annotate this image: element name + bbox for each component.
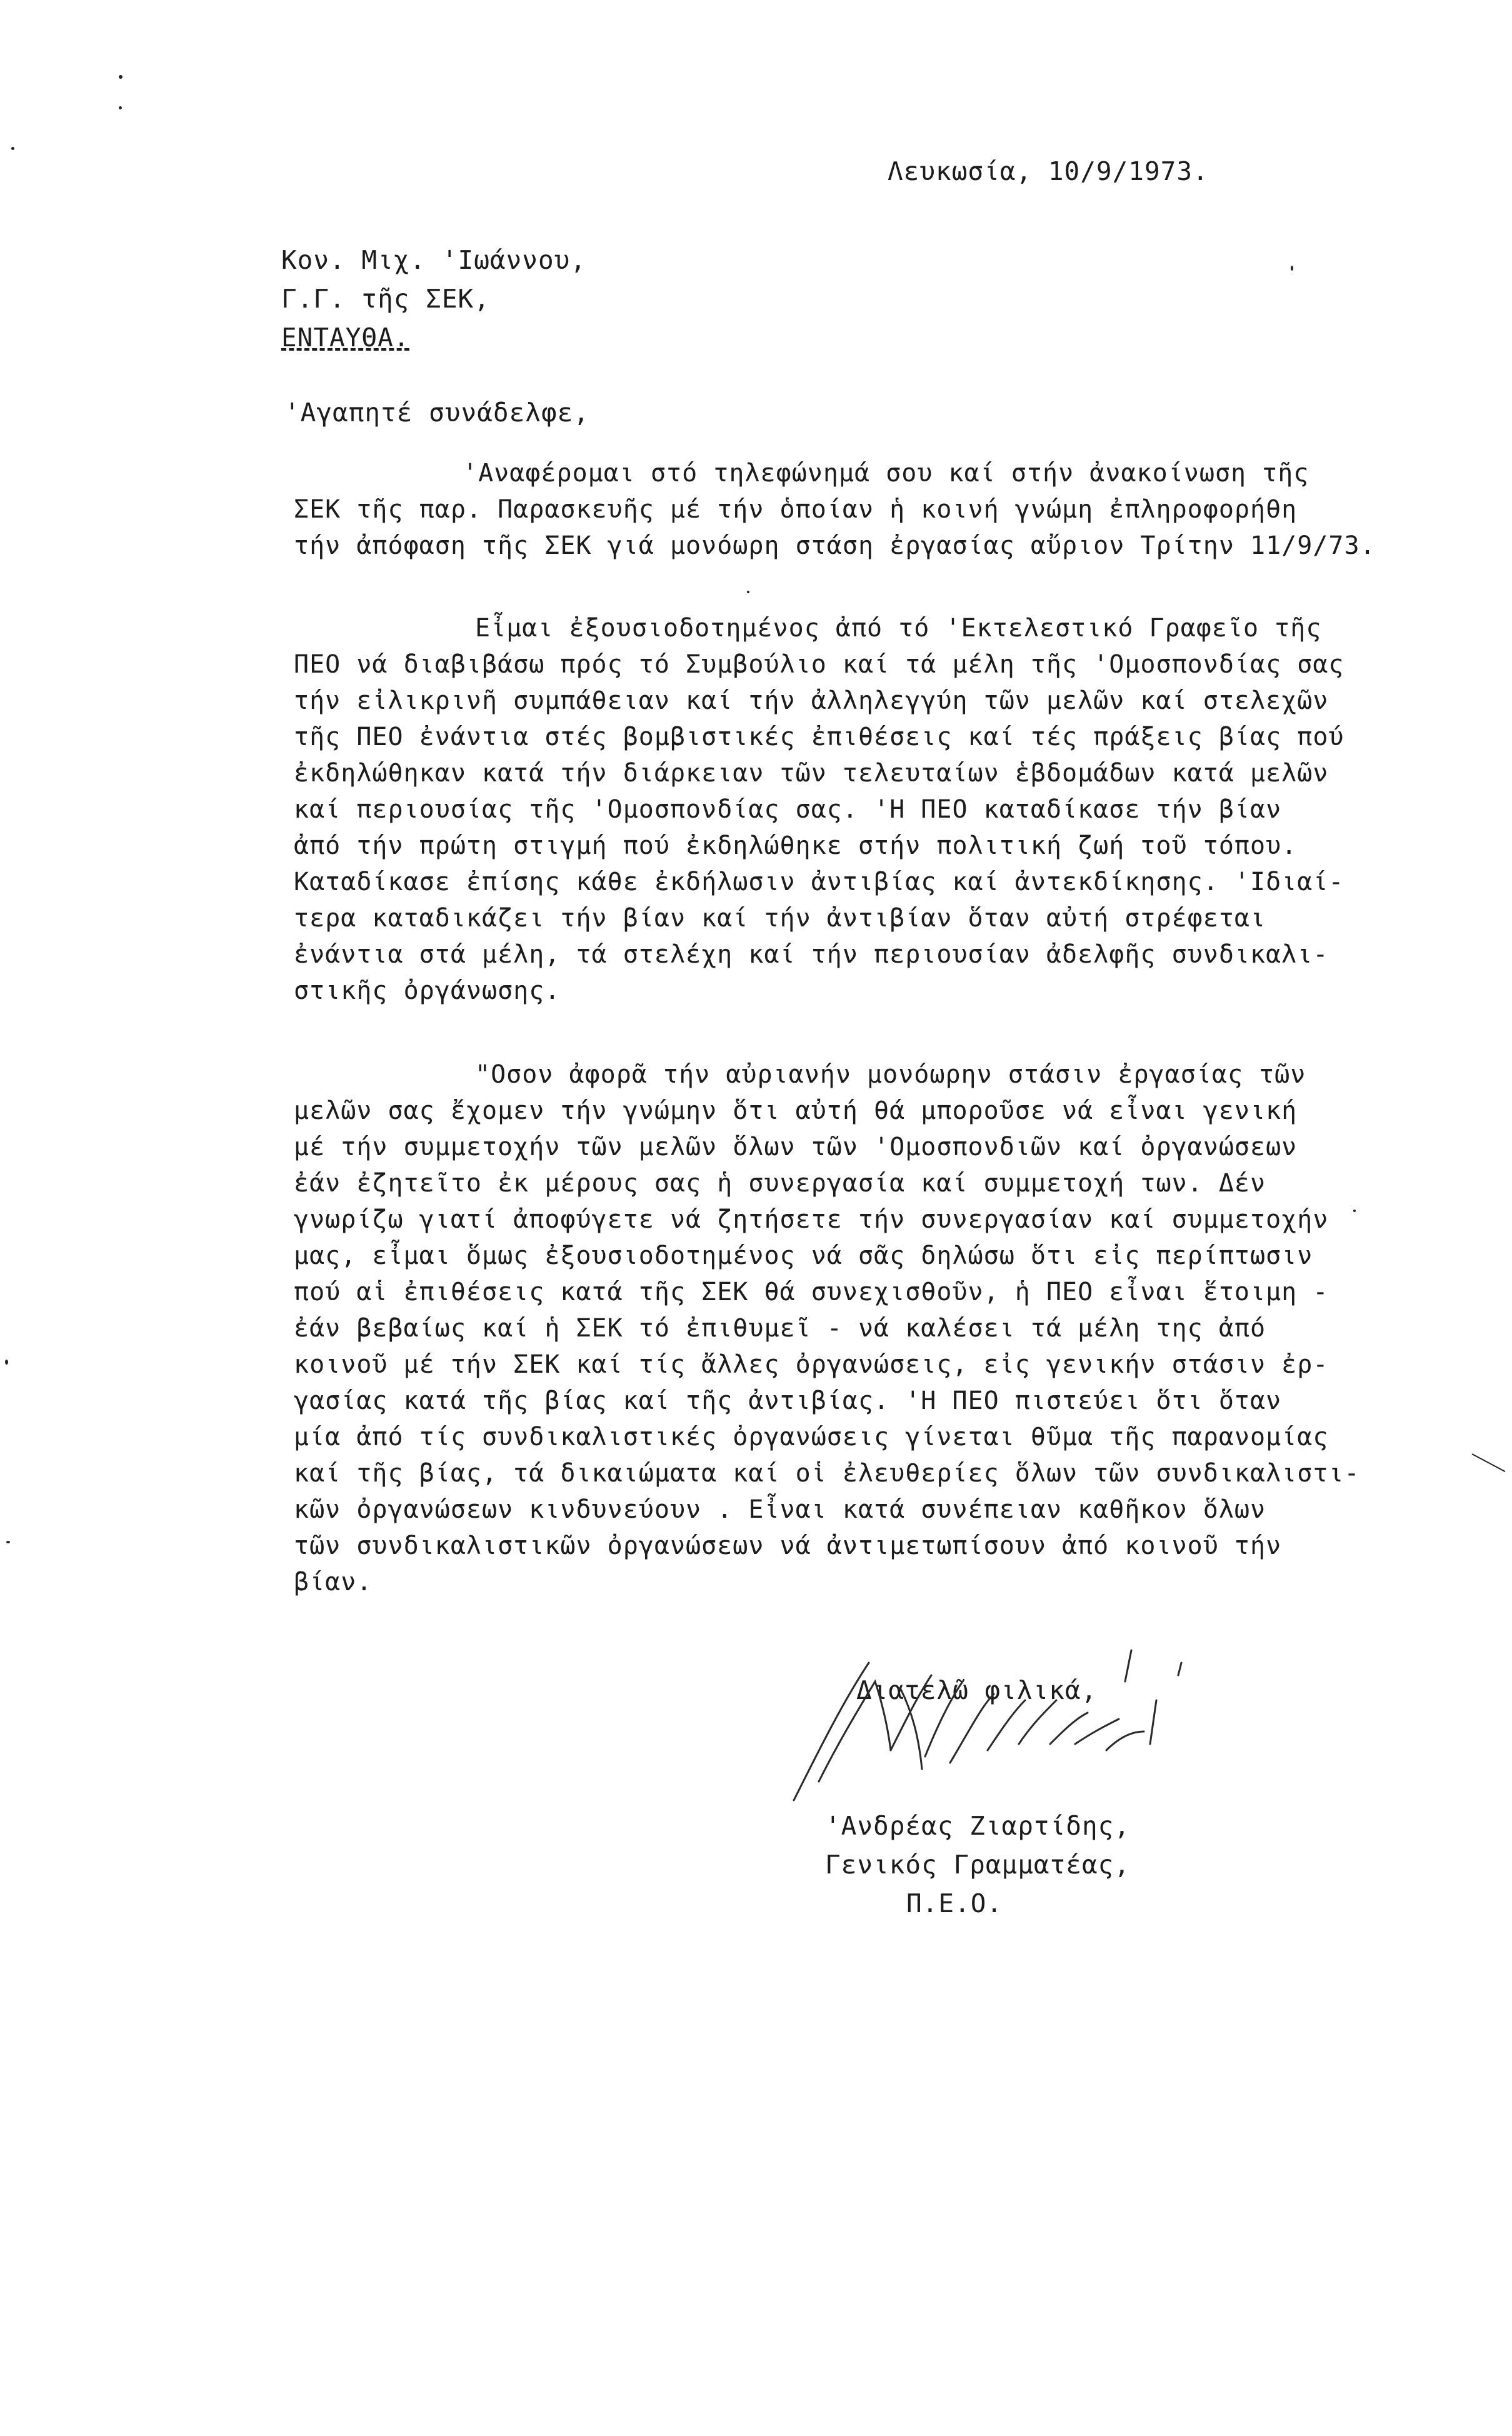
paragraph-line: "Οσον ἀφορᾶ τήν αὐριανήν μονόωρην στάσιν ἐργασίας τῶν (475, 1060, 1306, 1089)
scan-speck (747, 591, 749, 593)
paragraph-line: ἐκδηλώθηκαν κατά τήν διάρκειαν τῶν τελευταίων ἑβδομάδων κατά μελῶν (294, 759, 1329, 788)
letter-date: Λευκωσία, 10/9/1973. (888, 156, 1209, 186)
paragraph-line: Καταδίκασε ἐπίσης κάθε ἐκδήλωσιν ἀντιβίας καί ἀντεκδίκησης. 'Ιδιαί- (294, 868, 1344, 896)
scan-edge-mark (1472, 1453, 1506, 1472)
paragraph-line: κῶν ὀργανώσεων κινδυνεύουν . Εἶναι κατά συνέπειαν καθῆκον ὅλων (294, 1495, 1266, 1524)
paragraph-line: ΠΕΟ νά διαβιβάσω πρός τό Συμβούλιο καί τά μέλη τῆς 'Ομοσπονδίας σας (294, 650, 1344, 679)
scan-speck (11, 147, 14, 150)
paragraph-line: Εἶμαι ἐξουσιοδοτημένος ἀπό τό 'Εκτελεστικό Γραφεῖο τῆς (475, 614, 1322, 643)
paragraph-line: μέ τήν συμμετοχήν τῶν μελῶν ὅλων τῶν 'Ομοσπονδιῶν καί ὀργανώσεων (294, 1133, 1298, 1161)
recipient-name: Κον. Μιχ. 'Ιωάννου, (281, 245, 586, 275)
recipient-location: ΕΝΤΑΥΘΑ. (281, 323, 410, 353)
scan-speck (119, 75, 123, 79)
paragraph-line: ΣΕΚ τῆς παρ. Παρασκευῆς μέ τήν ὁποίαν ἡ κοινή γνώμη ἐπληροφορήθη (294, 495, 1298, 524)
paragraph-line: τερα καταδικάζει τήν βίαν καί τήν ἀντιβίαν ὅταν αὐτή στρέφεται (294, 904, 1266, 933)
paragraph-line: γασίας κατά τῆς βίας καί τῆς ἀντιβίας. 'Η ΠΕΟ πιστεύει ὅτι ὅταν (294, 1386, 1282, 1415)
signatory-block (825, 1807, 1130, 1923)
paragraph-line: ἐνάντια στά μέλη, τά στελέχη καί τήν περιουσίαν ἀδελφῆς συνδικαλι- (294, 940, 1329, 969)
handwritten-signature (781, 1625, 1219, 1813)
scan-speck (1353, 1210, 1356, 1212)
signatory-title: Γενικός Γραμματέας, (825, 1850, 1130, 1880)
paragraph-3 (294, 1056, 1369, 1600)
signatory-organization: Π.Ε.Ο. (906, 1888, 1003, 1918)
scan-speck (6, 1541, 10, 1543)
paragraph-1 (294, 455, 1376, 564)
scan-speck (119, 106, 122, 109)
closing: Διατελῶ φιλικά, (856, 1675, 1098, 1705)
paragraph-line: πού αἱ ἐπιθέσεις κατά τῆς ΣΕΚ θά συνεχισθοῦν, ἡ ΠΕΟ εἶναι ἕτοιμη - (294, 1278, 1329, 1306)
paragraph-line: μελῶν σας ἔχομεν τήν γνώμην ὅτι αὐτή θά μποροῦσε νά εἶναι γενική (294, 1096, 1298, 1125)
paragraph-line: ἐάν βεβαίως καί ἡ ΣΕΚ τό ἐπιθυμεῖ - νά καλέσει τά μέλη της ἀπό (294, 1314, 1266, 1343)
paragraph-line: τῶν συνδικαλιστικῶν ὀργανώσεων νά ἀντιμετωπίσουν ἀπό κοινοῦ τήν (294, 1531, 1282, 1560)
recipient-block (281, 241, 586, 357)
paragraph-line: μας, εἶμαι ὅμως ἐξουσιοδοτημένος νά σᾶς δηλώσω ὅτι εἰς περίπτωσιν (294, 1241, 1313, 1270)
recipient-title: Γ.Γ. τῆς ΣΕΚ, (281, 284, 490, 314)
paragraph-2 (294, 610, 1369, 1009)
paragraph-line: κοινοῦ μέ τήν ΣΕΚ καί τίς ἄλλες ὀργανώσεις, εἰς γενικήν στάσιν ἐρ- (294, 1350, 1329, 1379)
salutation: 'Αγαπητέ συνάδελφε, (284, 398, 589, 428)
paragraph-line: τήν εἰλικρινῆ συμπάθειαν καί τήν ἀλληλεγγύη τῶν μελῶν καί στελεχῶν (294, 686, 1329, 715)
scan-speck (5, 1360, 8, 1365)
paragraph-line: καί τῆς βίας, τά δικαιώματα καί οἱ ἐλευθερίες ὅλων τῶν συνδικαλιστι- (294, 1459, 1360, 1488)
paragraph-line: μία ἀπό τίς συνδικαλιστικές ὀργανώσεις γίνεται θῦμα τῆς παρανομίας (294, 1423, 1329, 1451)
paragraph-line: στικῆς ὀργάνωσης. (294, 976, 561, 1005)
scan-speck (1291, 266, 1293, 271)
paragraph-line: γνωρίζω γιατί ἀποφύγετε νά ζητήσετε τήν συνεργασίαν καί συμμετοχήν (294, 1205, 1329, 1234)
paragraph-line: βίαν. (294, 1568, 373, 1596)
paragraph-line: τήν ἀπόφαση τῆς ΣΕΚ γιά μονόωρη στάση ἐργασίας αὔριον Τρίτην 11/9/73. (294, 531, 1376, 560)
paragraph-line: τῆς ΠΕΟ ἐνάντια στές βομβιστικές ἐπιθέσεις καί τές πράξεις βίας πού (294, 723, 1344, 751)
paragraph-line: ἐάν ἐζητεῖτο ἐκ μέρους σας ἡ συνεργασία καί συμμετοχή των. Δέν (294, 1169, 1266, 1198)
signatory-name: 'Ανδρέας Ζιαρτίδης, (825, 1811, 1130, 1841)
paragraph-line: 'Αναφέρομαι στό τηλεφώνημά σου καί στήν ἀνακοίνωση τῆς (463, 459, 1309, 488)
paragraph-line: ἀπό τήν πρώτη στιγμή πού ἐκδηλώθηκε στήν πολιτική ζωή τοῦ τόπου. (294, 831, 1298, 860)
paragraph-line: καί περιουσίας τῆς 'Ομοσπονδίας σας. 'Η ΠΕΟ καταδίκασε τήν βίαν (294, 795, 1282, 824)
